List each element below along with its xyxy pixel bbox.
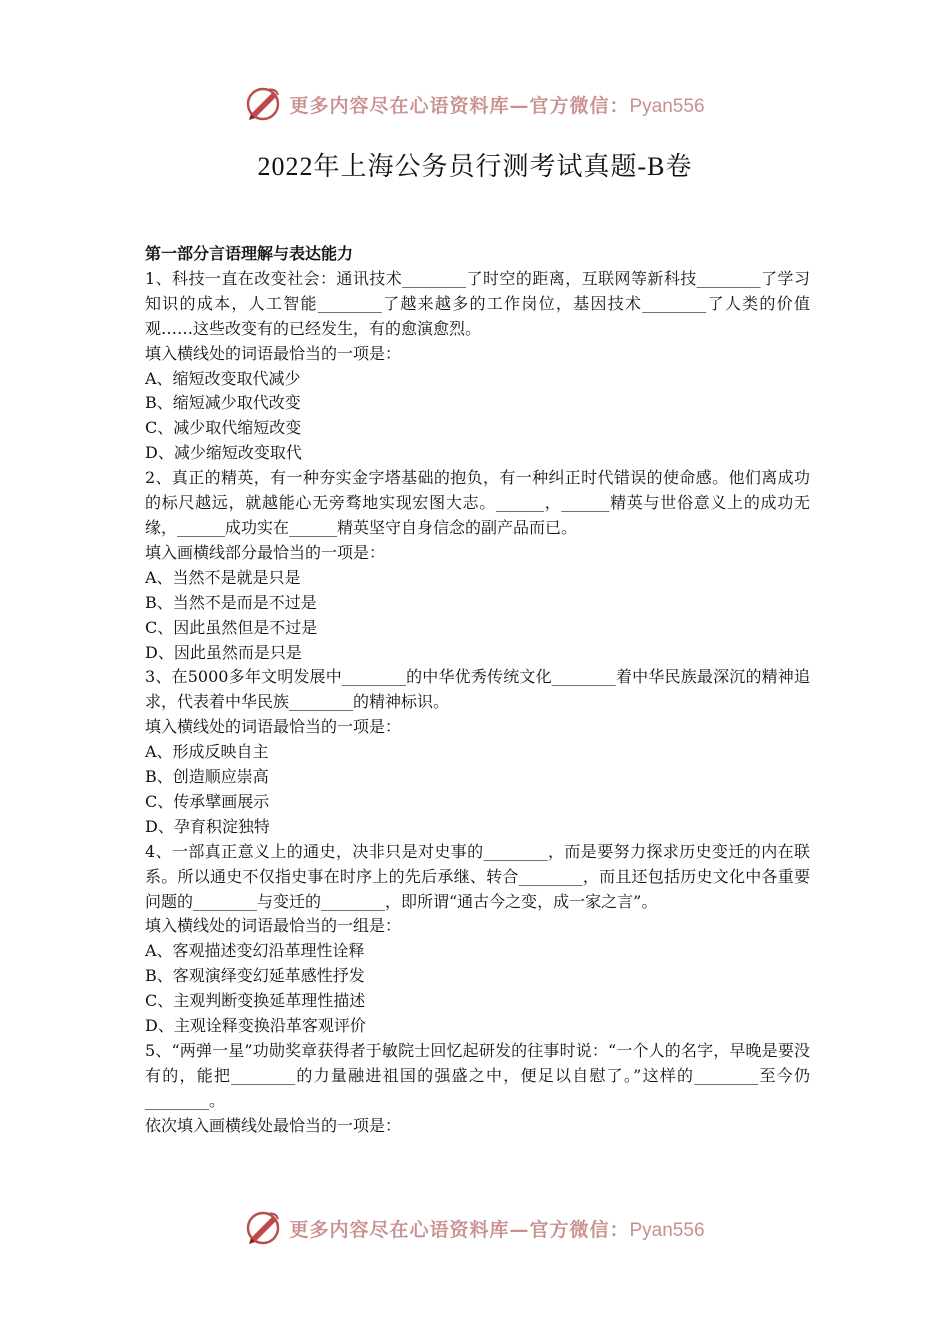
option-b: B、创造顺应崇高 <box>145 767 269 787</box>
header-banner <box>0 82 950 126</box>
option-a: A、形成反映自主 <box>145 742 269 762</box>
question-5 <box>145 1039 810 1139</box>
option-a: A、当然不是就是只是 <box>145 567 301 587</box>
option-b: B、当然不是而是不过是 <box>145 592 317 612</box>
question-stem: 4、一部真正意义上的通史，决非只是对史事的________，而是要努力探求历史变迁的内在联系。所以通史不仅指史事在时序上的先后承继、转合________，而且还包括历史文化中各重要问题的________与变迁的________，即所谓“通古今之变，成一家之言”。 <box>145 841 810 911</box>
option-a: A、缩短改变取代减少 <box>145 368 301 388</box>
question-stem: 5、“两弹一星”功勋奖章获得者于敏院士回忆起研发的往事时说：“一个人的名字，早晚是要没有的，能把________的力量融进祖国的强盛之中，便足以自慰了。”这样的________至今仍________。 <box>145 1041 810 1110</box>
question-prompt: 填入画横线部分最恰当的一项是： <box>145 542 386 562</box>
option-b: B、客观演绎变幻延革感性抒发 <box>145 966 365 986</box>
option-c: C、传承擘画展示 <box>145 791 270 811</box>
question-stem: 3、在5000多年文明发展中________的中华优秀传统文化________着中华民族最深沉的精神追求，代表着中华民族________的精神标识。 <box>145 667 810 712</box>
wechat-id: Pyan556 <box>629 1219 705 1241</box>
document-body <box>145 242 810 1139</box>
question-stem: 2、真正的精英，有一种夯实金字塔基础的抱负，有一种纠正时代错误的使命感。他们离成功的标尺越远，就越能心无旁骛地实现宏图大志。______，______精英与世俗意义上的成功无缘，______成功实在______精英坚守自身信念的副产品而已。 <box>145 468 810 537</box>
question-stem: 1、科技一直在改变社会：通讯技术________了时空的距离，互联网等新科技________了学习知识的成本，人工智能________了越来越多的工作岗位，基因技术________了人类的价值观……这些改变有的已经发生，有的愈演愈烈。 <box>145 268 810 338</box>
pen-logo-icon <box>245 1210 281 1246</box>
option-c: C、因此虽然但是不过是 <box>145 617 318 637</box>
question-1 <box>145 267 810 466</box>
wechat-id: Pyan556 <box>629 95 705 117</box>
question-prompt: 填入横线处的词语最恰当的一组是： <box>145 916 402 936</box>
question-prompt: 填入横线处的词语最恰当的一项是： <box>145 717 402 737</box>
option-b: B、缩短减少取代改变 <box>145 393 301 413</box>
option-a: A、客观描述变幻沿革理性诠释 <box>145 941 365 961</box>
option-d: D、减少缩短改变取代 <box>145 443 302 463</box>
option-d: D、主观诠释变换沿革客观评价 <box>145 1016 366 1036</box>
question-4 <box>145 840 810 1039</box>
question-prompt: 依次填入画横线处最恰当的一项是： <box>145 1115 402 1135</box>
option-d: D、孕育积淀独特 <box>145 816 270 836</box>
option-c: C、主观判断变换延革理性描述 <box>145 991 366 1011</box>
question-2 <box>145 466 810 665</box>
page-title: 2022年上海公务员行测考试真题-B卷 <box>257 152 693 181</box>
footer-banner <box>0 1206 950 1250</box>
question-prompt: 填入横线处的词语最恰当的一项是： <box>145 343 402 363</box>
question-3 <box>145 665 810 839</box>
option-c: C、减少取代缩短改变 <box>145 418 302 438</box>
banner-text: 更多内容尽在心语资料库—官方微信：Pyan556 <box>289 94 705 117</box>
option-d: D、因此虽然而是只是 <box>145 642 302 662</box>
banner-text: 更多内容尽在心语资料库—官方微信：Pyan556 <box>289 1218 705 1241</box>
pen-logo-icon <box>245 86 281 122</box>
section-title: 第一部分言语理解与表达能力 <box>145 244 354 263</box>
